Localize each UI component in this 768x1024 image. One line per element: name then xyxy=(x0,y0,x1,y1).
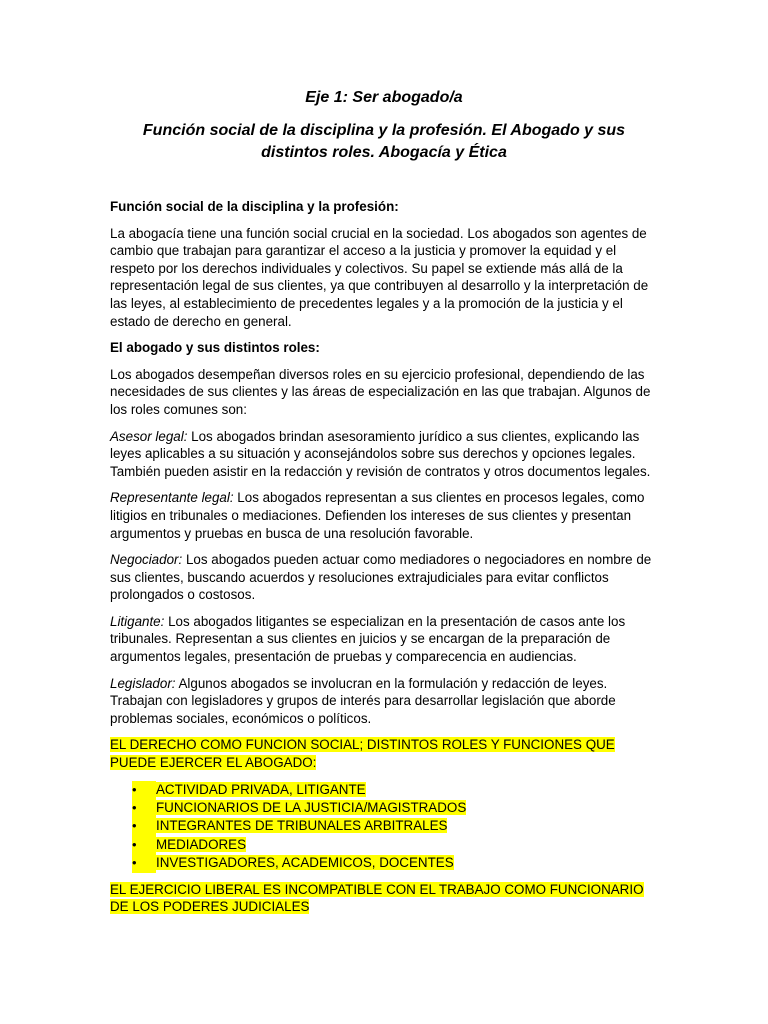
section-heading-social-function: Función social de la disciplina y la profesión: xyxy=(110,199,399,214)
bullet-icon: • xyxy=(132,836,156,854)
document-title: Eje 1: Ser abogado/a xyxy=(305,89,463,106)
list-item-text: INVESTIGADORES, ACADEMICOS, DOCENTES xyxy=(156,855,454,871)
role-paragraph-legislador xyxy=(110,675,658,728)
highlighted-note-incompatibility xyxy=(110,881,658,916)
role-description: Los abogados pueden actuar como mediadores o negociadores en nombre de sus clientes, buscando acuerdos y resoluciones extrajudiciales para evitar conflictos prolongados o costosos. xyxy=(110,552,652,603)
role-name: Asesor legal: xyxy=(110,428,188,444)
list-item xyxy=(132,817,658,835)
highlighted-note-functions xyxy=(110,736,658,771)
role-name: Legislador: xyxy=(110,675,176,691)
role-paragraph-asesor xyxy=(110,428,658,481)
highlighted-bullet-list xyxy=(110,781,658,873)
bullet-icon: • xyxy=(132,799,156,817)
role-paragraph-representante xyxy=(110,489,658,542)
role-name: Litigante: xyxy=(110,613,165,629)
role-name: Negociador: xyxy=(110,552,183,568)
bullet-icon: • xyxy=(132,781,156,799)
section-paragraph-social-function: La abogacía tiene una función social crucial en la sociedad. Los abogados son agentes de cambio que trabajan para garantizar el acceso a la justicia y promover la equidad y el respeto por los derechos individuales y colectivos. Su papel se extiende más allá de la representación legal de sus clientes, ya que contribuyen al desarrollo y la interpretación de las leyes, al establecimiento de precedentes legales y a la promoción de la justicia y el estado de derecho en general. xyxy=(110,225,649,329)
list-item xyxy=(132,854,658,872)
role-paragraph-negociador xyxy=(110,551,658,604)
role-description: Los abogados representan a sus clientes en procesos legales, como litigios en tribunales o mediaciones. Defienden los intereses de sus clientes y presentan argumentos y pruebas en busca de una resolución favorable. xyxy=(110,490,645,541)
section-paragraph-roles-intro: Los abogados desempeñan diversos roles en su ejercicio profesional, dependiendo de las necesidades de sus clientes y las áreas de especialización en las que trabajan. Algunos de los roles comunes son: xyxy=(110,366,651,417)
role-paragraph-litigante xyxy=(110,613,658,666)
list-item xyxy=(132,836,658,854)
list-item-text: INTEGRANTES DE TRIBUNALES ARBITRALES xyxy=(156,818,448,834)
highlighted-text: EL DERECHO COMO FUNCION SOCIAL; DISTINTOS ROLES Y FUNCIONES QUE PUEDE EJERCER EL ABOGADO: xyxy=(110,737,615,771)
section-heading-roles: El abogado y sus distintos roles: xyxy=(110,340,320,356)
highlighted-text: EL EJERCICIO LIBERAL ES INCOMPATIBLE CON EL TRABAJO COMO FUNCIONARIO DE LOS PODERES JUDICIALES xyxy=(110,881,644,915)
role-description: Los abogados brindan asesoramiento jurídico a sus clientes, explicando las leyes aplicables a su situación y aconsejándolos sobre sus derechos y opciones legales. También pueden asistir en la redacción y revisión de contratos y otros documentos legales. xyxy=(110,428,651,479)
bullet-icon: • xyxy=(132,854,156,872)
list-item-text: FUNCIONARIOS DE LA JUSTICIA/MAGISTRADOS xyxy=(156,800,467,816)
list-item-text: ACTIVIDAD PRIVADA, LITIGANTE xyxy=(156,781,366,797)
role-description: Algunos abogados se involucran en la formulación y redacción de leyes. Trabajan con legisladores y grupos de interés para desarrollar legislación que aborde problemas sociales, económicos o políticos. xyxy=(110,675,616,726)
role-name: Representante legal: xyxy=(110,490,234,506)
bullet-icon: • xyxy=(132,817,156,835)
list-item xyxy=(132,781,658,799)
role-description: Los abogados litigantes se especializan en la presentación de casos ante los tribunales. Representan a sus clientes en juicios y se encargan de la preparación de argumentos legales, presentación de pruebas y comparecencia en audiencias. xyxy=(110,613,626,665)
list-item xyxy=(132,799,658,817)
list-item-text: MEDIADORES xyxy=(156,836,247,852)
document-body xyxy=(110,198,658,925)
document-subtitle: Función social de la disciplina y la profesión. El Abogado y sus distintos roles. Abogacía y Ética xyxy=(142,122,626,161)
